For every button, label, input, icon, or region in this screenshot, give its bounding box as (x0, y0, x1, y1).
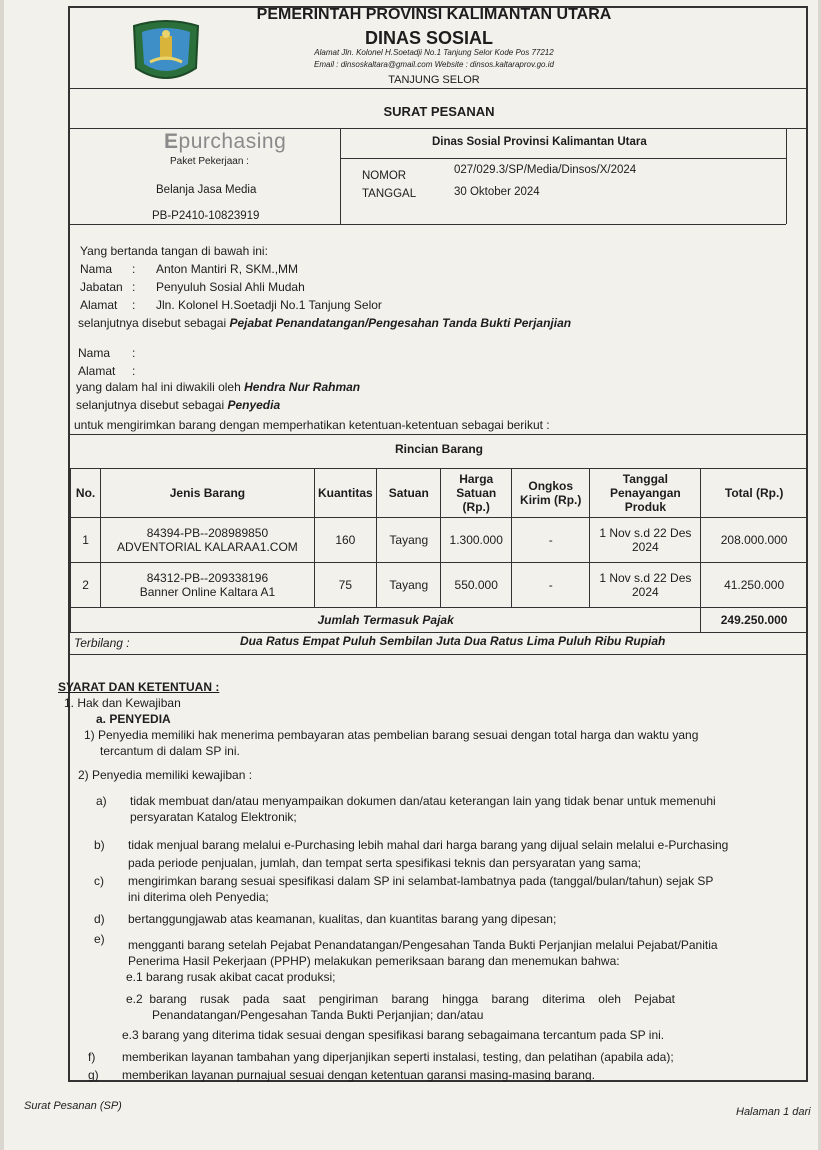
package-label: Paket Pekerjaan : (170, 156, 249, 167)
obligation-e-line-2: Penerima Hasil Pekerjaan (PPHP) melakukan pemeriksaan barang dan menemukan bahwa: (128, 954, 620, 968)
provider-role: Penyedia (227, 398, 281, 412)
header-divider (70, 88, 808, 89)
hereafter-line-2 (76, 398, 280, 412)
obligation-key-e: e) (94, 932, 105, 946)
obligation-g-text: memberikan layanan purnajual sesuai dengan ketentuan garansi masing-masing barang. (122, 1068, 595, 1082)
obligation-key-b: b) (94, 838, 105, 852)
cell-price: 1.300.000 (441, 518, 511, 563)
sum-label: Jumlah Termasuk Pajak (71, 608, 701, 633)
document-page (4, 0, 818, 1150)
obligation-key-c: c) (94, 874, 104, 888)
cell-date: 1 Nov s.d 22 Des 2024 (590, 518, 701, 563)
obligation-key-d: d) (94, 912, 105, 926)
signer-address-label: Alamat (80, 298, 118, 312)
info-divider (340, 128, 341, 224)
item-code: 84312-PB--209338196 (146, 571, 269, 585)
item-code: 84394-PB--208989850 (146, 526, 269, 540)
table-row (71, 518, 808, 563)
cell-shipping: - (511, 563, 590, 608)
obligation-e1: e.1 barang rusak akibat cacat produksi; (126, 970, 336, 984)
cell-unit: Tayang (377, 518, 441, 563)
provider-name-colon: : (132, 346, 136, 360)
package-code: PB-P2410-10823919 (152, 210, 260, 222)
e-purchasing-text: purchasing (178, 130, 287, 153)
obligation-intro: 2) Penyedia memiliki kewajiban : (78, 768, 253, 782)
tanggal-value: 30 Oktober 2024 (454, 186, 540, 198)
right-clause-line-2: tercantum di dalam SP ini. (100, 744, 240, 758)
col-header: No. (71, 469, 101, 518)
cell-total: 208.000.000 (701, 518, 808, 563)
obligation-e2-line-1: e.2 barang rusak pada saat pengiriman barang hingga barang diterima oleh Pejabat (126, 992, 675, 1006)
terms-subsection-a: a. PENYEDIA (96, 712, 171, 726)
cell-no: 1 (71, 518, 101, 563)
department-name: DINAS SOSIAL (364, 28, 493, 48)
caption-divider (70, 434, 808, 435)
col-header: Total (Rp.) (701, 469, 808, 518)
signer-address-colon: : (132, 298, 136, 312)
agency-divider (340, 158, 786, 159)
agency-name: Dinas Sosial Provinsi Kalimantan Utara (432, 136, 647, 148)
provider-address-label: Alamat (78, 364, 116, 378)
nomor-label: NOMOR (362, 170, 407, 182)
e-purchasing-logo: Epurchasing (164, 130, 287, 153)
tanggal-label: TANGGAL (362, 188, 417, 200)
item-name: Banner Online Kaltara A1 (139, 585, 276, 599)
signer-role: Pejabat Penandatangan/Pengesahan Tanda Bukti Perjanjian (229, 316, 572, 330)
nomor-value: 027/029.3/SP/Media/Dinsos/X/2024 (454, 164, 637, 176)
title-divider (70, 128, 808, 129)
footer-page-number: Halaman 1 dari (736, 1106, 811, 1118)
info-right-edge (786, 128, 787, 224)
document-title: SURAT PESANAN (383, 104, 495, 119)
col-header: Harga Satuan (Rp.) (441, 469, 511, 518)
obligation-c-line-1: mengirimkan barang sesuai spesifikasi dalam SP ini selambat-lambatnya pada (tanggal/bulan/tahun) sejak SP (128, 874, 714, 888)
cell-price: 550.000 (441, 563, 511, 608)
obligation-e-line-1: mengganti barang setelah Pejabat Penandatangan/Pengesahan Tanda Bukti Perjanjian melalui Pejabat/Panitia (128, 938, 718, 952)
instruction-text: untuk mengirimkan barang dengan memperhatikan ketentuan-ketentuan sebagai berikut : (74, 418, 550, 432)
department-address: Alamat Jln. Kolonel H.Soetadji No.1 Tanjung Selor Kode Pos 77212 (314, 48, 554, 57)
terbilang-divider (70, 654, 808, 655)
signer-name-label: Nama (80, 262, 113, 276)
cell-total: 41.250.000 (701, 563, 808, 608)
info-bottom-divider (70, 224, 786, 225)
obligation-e3: e.3 barang yang diterima tidak sesuai dengan spesifikasi barang sebagaimana tercantum pada SP ini. (122, 1028, 665, 1042)
city-name: TANJUNG SELOR (388, 74, 480, 86)
signer-position: Penyuluh Sosial Ahli Mudah (156, 280, 305, 294)
signer-position-label: Jabatan (80, 280, 123, 294)
represented-text: yang dalam hal ini diwakili oleh (76, 380, 241, 394)
government-name: PEMERINTAH PROVINSI KALIMANTAN UTARA (256, 6, 612, 23)
province-emblem-icon (126, 18, 206, 88)
sum-value: 249.250.000 (701, 608, 808, 633)
obligation-key-f: f) (88, 1050, 96, 1064)
terbilang-value: Dua Ratus Empat Puluh Sembilan Juta Dua Ratus Lima Puluh Ribu Rupiah (240, 634, 666, 648)
footer-document-name: Surat Pesanan (SP) (24, 1100, 122, 1112)
cell-item (101, 518, 314, 563)
obligation-c-line-2: ini diterima oleh Penyedia; (128, 890, 269, 904)
col-header: Tanggal Penayangan Produk (590, 469, 701, 518)
obligation-a-line-1: tidak membuat dan/atau menyampaikan dokumen dan/atau keterangan lain yang tidak benar untuk memenuhi (130, 794, 716, 808)
intro-text: Yang bertanda tangan di bawah ini: (80, 244, 268, 258)
col-header: Kuantitas (314, 469, 376, 518)
cell-shipping: - (511, 518, 590, 563)
table-caption: Rincian Barang (394, 442, 484, 456)
provider-name-label: Nama (78, 346, 111, 360)
represented-line (76, 380, 360, 394)
obligation-d-line-1: bertanggungjawab atas keamanan, kualitas, dan kuantitas barang yang dipesan; (128, 912, 557, 926)
item-name: ADVENTORIAL KALARAA1.COM (117, 540, 298, 554)
table-header-row (71, 469, 808, 518)
signer-address: Jln. Kolonel H.Soetadji No.1 Tanjung Selor (156, 298, 382, 312)
terms-section-1: 1. Hak dan Kewajiban (64, 696, 181, 710)
terbilang-label: Terbilang : (74, 636, 130, 650)
col-header: Satuan (377, 469, 441, 518)
cell-qty: 160 (314, 518, 376, 563)
cell-no: 2 (71, 563, 101, 608)
representative-name: Hendra Nur Rahman (244, 380, 361, 394)
signer-name-colon: : (132, 262, 136, 276)
table-row (71, 563, 808, 608)
terms-title: SYARAT DAN KETENTUAN : (58, 680, 220, 694)
hereafter-text-2: selanjutnya disebut sebagai (76, 398, 225, 412)
signer-name: Anton Mantiri R, SKM.,MM (156, 262, 299, 276)
col-header: Jenis Barang (101, 469, 314, 518)
obligation-a-line-2: persyaratan Katalog Elektronik; (130, 810, 297, 824)
obligation-key-g: g) (88, 1068, 99, 1082)
department-contact: Email : dinsoskaltara@gmail.com Website : dinsos.kaltaraprov.go.id (314, 60, 554, 69)
table-sum-row (71, 608, 808, 633)
items-table (70, 468, 808, 633)
obligation-b-line-1: tidak menjual barang melalui e-Purchasing lebih mahal dari harga barang yang dijual selain melalui e-Purchasing (128, 838, 729, 852)
right-clause-line-1: 1) Penyedia memiliki hak menerima pembayaran atas pembelian barang sesuai dengan total harga dan waktu yang (84, 728, 699, 742)
cell-unit: Tayang (377, 563, 441, 608)
obligation-key-a: a) (96, 794, 107, 808)
cell-qty: 75 (314, 563, 376, 608)
hereafter-line-1 (78, 316, 571, 330)
obligation-f-text: memberikan layanan tambahan yang diperjanjikan seperti instalasi, testing, dan pelatihan (apabila ada); (122, 1050, 674, 1064)
col-header: Ongkos Kirim (Rp.) (511, 469, 590, 518)
cell-item (101, 563, 314, 608)
signer-position-colon: : (132, 280, 136, 294)
cell-date: 1 Nov s.d 22 Des 2024 (590, 563, 701, 608)
obligation-e2-line-2: Penandatangan/Pengesahan Tanda Bukti Perjanjian; dan/atau (152, 1008, 484, 1022)
provider-address-colon: : (132, 364, 136, 378)
package-name: Belanja Jasa Media (156, 184, 257, 196)
hereafter-text-1: selanjutnya disebut sebagai (78, 316, 227, 330)
obligation-b-line-2: pada periode penjualan, jumlah, dan tempat serta spesifikasi teknis dan persyaratan yang sama; (128, 856, 641, 870)
